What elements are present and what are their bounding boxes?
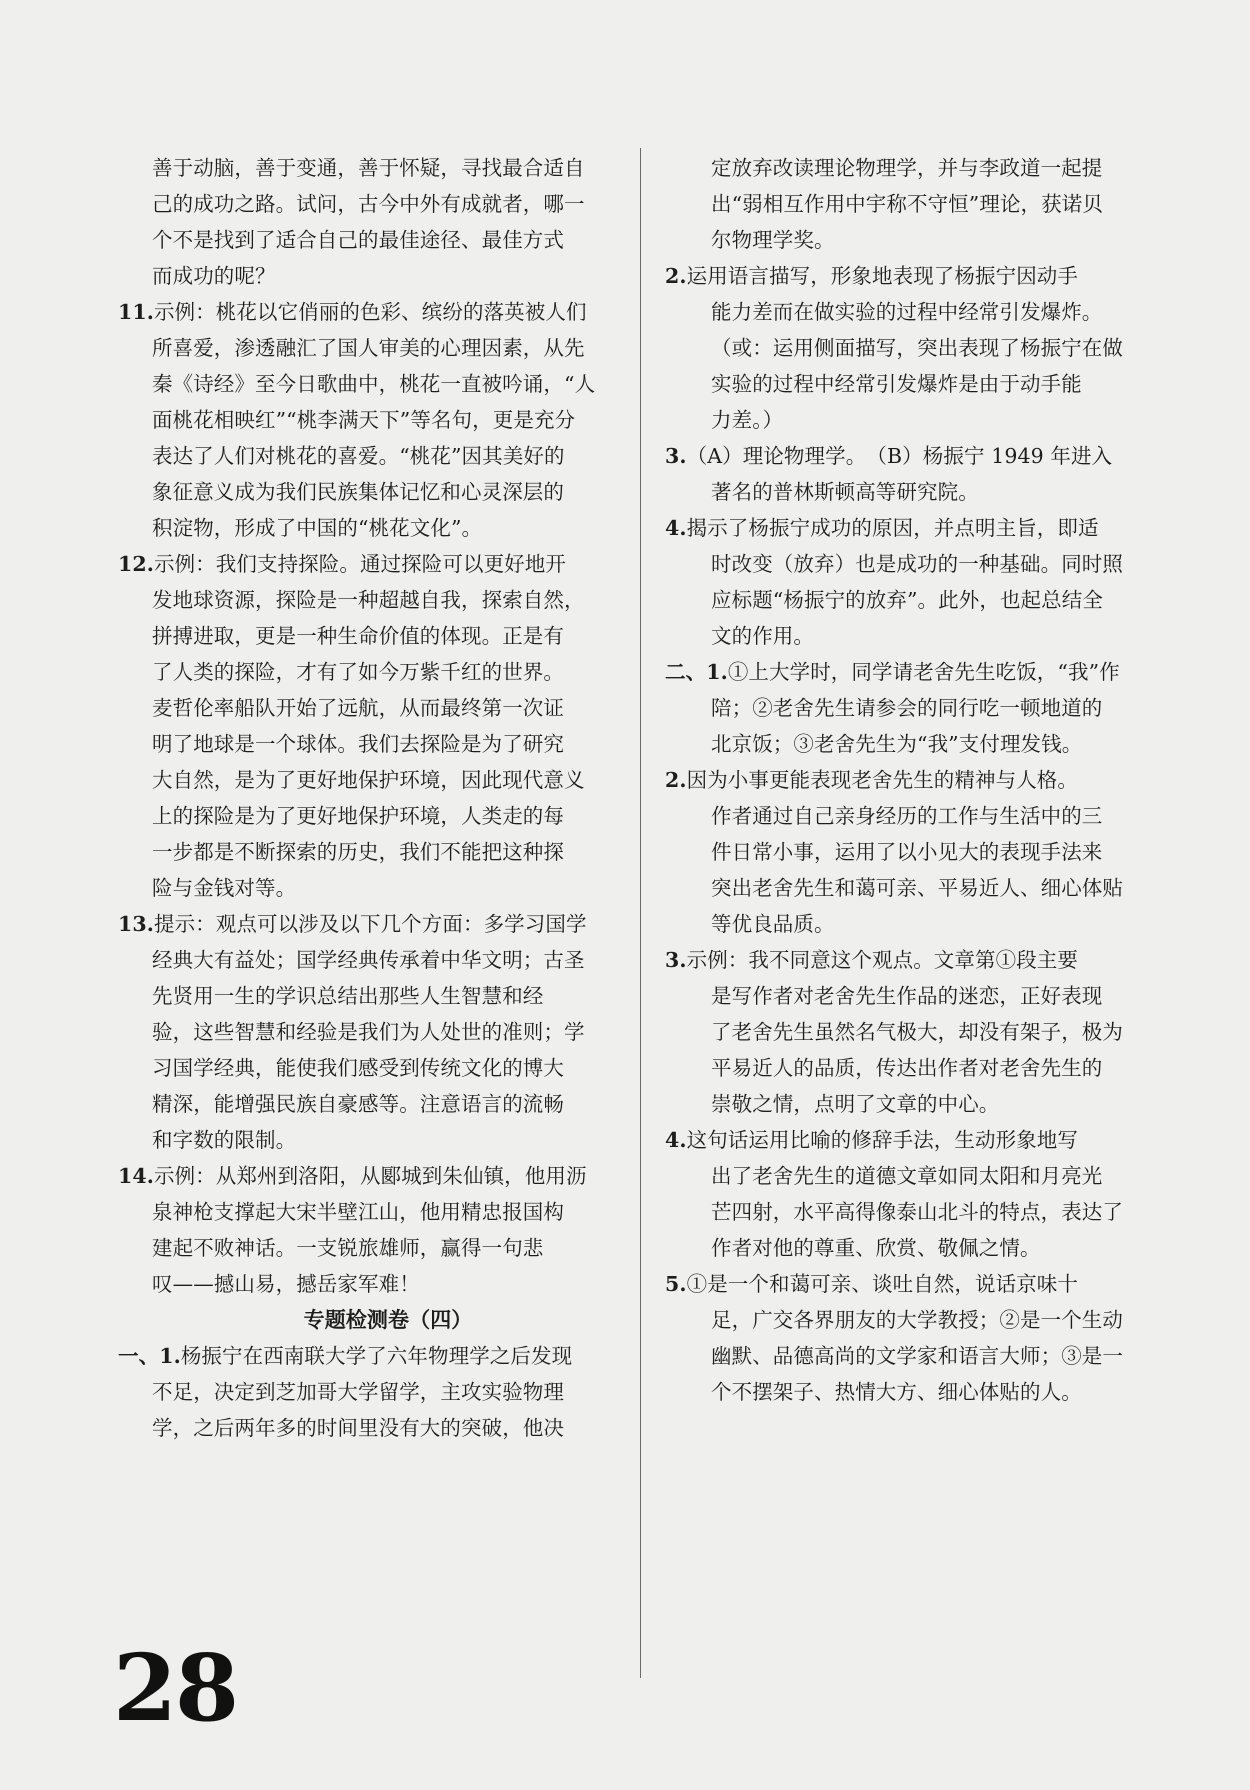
answer-line <box>118 510 618 546</box>
answer-text: 一步都是不断探索的历史，我们不能把这种探 <box>152 840 564 864</box>
right-column <box>665 150 1165 1410</box>
section-title <box>118 1302 618 1338</box>
answer-text: 己的成功之路。试问，古今中外有成就者，哪一 <box>152 192 585 216</box>
question-number: 3. <box>665 948 687 972</box>
answer-text: 这句话运用比喻的修辞手法，生动形象地写 <box>686 1128 1079 1152</box>
answer-line <box>118 690 618 726</box>
answer-text: （A）理论物理学。 （B）杨振宁 1949 年进入 <box>686 444 1113 468</box>
answer-line <box>665 222 1165 258</box>
answer-line <box>665 906 1165 942</box>
answer-text: 所喜爱，渗透融汇了国人审美的心理因素，从先 <box>152 336 585 360</box>
answer-text: 力差。） <box>711 408 784 432</box>
answer-line <box>665 1338 1165 1374</box>
answer-text: 示例：我们支持探险。通过探险可以更好地开 <box>153 552 566 576</box>
question-number: 4. <box>665 516 687 540</box>
answer-line <box>665 186 1165 222</box>
answer-line <box>665 1266 1165 1302</box>
question-number: 二、1. <box>665 660 728 684</box>
answer-text: 时改变（放弃）也是成功的一种基础。同时照 <box>711 552 1123 576</box>
answer-line <box>118 1410 618 1446</box>
answer-line <box>665 978 1165 1014</box>
question-number: 3. <box>665 444 687 468</box>
answer-text: 示例：桃花以它俏丽的色彩、缤纷的落英被人们 <box>153 300 587 324</box>
answer-text: 示例：我不同意这个观点。文章第①段主要 <box>686 948 1079 972</box>
answer-line <box>118 474 618 510</box>
answer-line <box>665 294 1165 330</box>
answer-text: 芒四射，水平高得像泰山北斗的特点，表达了 <box>711 1200 1123 1224</box>
answer-line <box>665 546 1165 582</box>
column-divider <box>640 148 641 1678</box>
answer-line <box>665 618 1165 654</box>
answer-line <box>118 186 618 222</box>
answer-line <box>665 1194 1165 1230</box>
answer-line <box>665 474 1165 510</box>
question-number: 5. <box>665 1272 687 1296</box>
answer-line <box>665 654 1165 690</box>
answer-line <box>118 906 618 942</box>
answer-text: 先贤用一生的学识总结出那些人生智慧和经 <box>152 984 544 1008</box>
answer-line <box>665 438 1165 474</box>
answer-text: 发地球资源，探险是一种超越自我，探索自然， <box>152 588 585 612</box>
answer-line <box>118 798 618 834</box>
answer-line <box>118 582 618 618</box>
answer-line <box>665 1050 1165 1086</box>
answer-line <box>118 726 618 762</box>
answer-text: ①是一个和蔼可亲、谈吐自然，说话京味十 <box>686 1272 1079 1296</box>
question-number: 2. <box>665 768 687 792</box>
answer-text: 泉神枪支撑起大宋半壁江山，他用精忠报国构 <box>152 1200 564 1224</box>
answer-text: 北京饭；③老舍先生为“我”支付理发钱。 <box>711 732 1083 756</box>
answer-line <box>665 366 1165 402</box>
answer-text: 险与金钱对等。 <box>152 876 297 900</box>
answer-line <box>118 1050 618 1086</box>
answer-line <box>118 1122 618 1158</box>
answer-text: 秦《诗经》至今日歌曲中，桃花一直被吟诵，“人 <box>152 372 596 396</box>
answer-line <box>118 330 618 366</box>
answer-text: 象征意义成为我们民族集体记忆和心灵深层的 <box>152 480 564 504</box>
page-number: 28 <box>113 1634 238 1742</box>
answer-text: 大自然，是为了更好地保护环境，因此现代意义 <box>152 768 585 792</box>
left-column <box>118 150 618 1446</box>
answer-text: 个不是找到了适合自己的最佳途径、最佳方式 <box>152 228 564 252</box>
answer-line <box>118 762 618 798</box>
answer-text: 和字数的限制。 <box>152 1128 297 1152</box>
answer-line <box>118 1338 618 1374</box>
answer-text: 著名的普林斯顿高等研究院。 <box>711 480 979 504</box>
answer-line <box>665 582 1165 618</box>
answer-text: 面桃花相映红”“桃李满天下”等名句，更是充分 <box>152 408 576 432</box>
answer-line <box>665 1122 1165 1158</box>
answer-text: 揭示了杨振宁成功的原因，并点明主旨，即适 <box>686 516 1099 540</box>
answer-line <box>118 618 618 654</box>
answer-line <box>118 1014 618 1050</box>
answer-text: 不足，决定到芝加哥大学留学，主攻实验物理 <box>152 1380 564 1404</box>
answer-text: 示例：从郑州到洛阳，从郾城到朱仙镇，他用沥 <box>153 1164 587 1188</box>
answer-text: 应标题“杨振宁的放弃”。此外，也起总结全 <box>711 588 1103 612</box>
answer-text: 个不摆架子、热情大方、细心体贴的人。 <box>711 1380 1082 1404</box>
question-number: 12. <box>118 552 154 576</box>
answer-line <box>665 690 1165 726</box>
answer-text: 陪；②老舍先生请参会的同行吃一顿地道的 <box>711 696 1103 720</box>
answer-text: 作者通过自己亲身经历的工作与生活中的三 <box>711 804 1103 828</box>
answer-line <box>118 150 618 186</box>
answer-line <box>665 1230 1165 1266</box>
answer-text: 件日常小事，运用了以小见大的表现手法来 <box>711 840 1103 864</box>
answer-line <box>118 294 618 330</box>
question-number: 2. <box>665 264 687 288</box>
answer-line <box>665 834 1165 870</box>
answer-line <box>665 726 1165 762</box>
question-number: 14. <box>118 1164 154 1188</box>
answer-text: 杨振宁在西南联大学了六年物理学之后发现 <box>180 1344 573 1368</box>
answer-text: 出“弱相互作用中宇称不守恒”理论，获诺贝 <box>711 192 1103 216</box>
answer-line <box>118 1374 618 1410</box>
answer-text: 因为小事更能表现老舍先生的精神与人格。 <box>686 768 1079 792</box>
answer-line <box>118 258 618 294</box>
answer-line <box>118 1086 618 1122</box>
answer-line <box>118 366 618 402</box>
answer-line <box>118 546 618 582</box>
answer-text: 精深，能增强民族自豪感等。注意语言的流畅 <box>152 1092 564 1116</box>
answer-text: 突出老舍先生和蔼可亲、平易近人、细心体贴 <box>711 876 1123 900</box>
answer-line <box>118 1158 618 1194</box>
answer-text: 拼搏进取，更是一种生命价值的体现。正是有 <box>152 624 564 648</box>
answer-text: 提示：观点可以涉及以下几个方面：多学习国学 <box>153 912 587 936</box>
answer-line <box>118 1194 618 1230</box>
answer-text: 运用语言描写，形象地表现了杨振宁因动手 <box>686 264 1079 288</box>
answer-text: 等优良品质。 <box>711 912 835 936</box>
answer-text: 表达了人们对桃花的喜爱。“桃花”因其美好的 <box>152 444 565 468</box>
answer-text: 善于动脑，善于变通，善于怀疑，寻找最合适自 <box>152 156 585 180</box>
answer-text: 经典大有益处；国学经典传承着中华文明；古圣 <box>152 948 585 972</box>
answer-line <box>118 654 618 690</box>
answer-text: 崇敬之情，点明了文章的中心。 <box>711 1092 1000 1116</box>
answer-line <box>118 942 618 978</box>
answer-line <box>665 1302 1165 1338</box>
answer-line <box>118 438 618 474</box>
answer-line <box>665 798 1165 834</box>
answer-text: 平易近人的品质，传达出作者对老舍先生的 <box>711 1056 1103 1080</box>
answer-line <box>118 870 618 906</box>
answer-line <box>665 1014 1165 1050</box>
answer-line <box>118 402 618 438</box>
answer-line <box>665 762 1165 798</box>
answer-text: 出了老舍先生的道德文章如同太阳和月亮光 <box>711 1164 1103 1188</box>
answer-text: 了人类的探险，才有了如今万紫千红的世界。 <box>152 660 564 684</box>
answer-text: （或：运用侧面描写，突出表现了杨振宁在做 <box>711 336 1123 360</box>
answer-line <box>665 402 1165 438</box>
answer-text: 了老舍先生虽然名气极大，却没有架子，极为 <box>711 1020 1123 1044</box>
answer-text: 建起不败神话。一支锐旅雄师，赢得一句悲 <box>152 1236 544 1260</box>
answer-line <box>665 258 1165 294</box>
answer-line <box>665 150 1165 186</box>
answer-text: 上的探险是为了更好地保护环境，人类走的每 <box>152 804 564 828</box>
answer-line <box>118 834 618 870</box>
answer-line <box>665 510 1165 546</box>
question-number: 4. <box>665 1128 687 1152</box>
answer-text: 定放弃改读理论物理学，并与李政道一起提 <box>711 156 1103 180</box>
answer-text: 尔物理学奖。 <box>711 228 835 252</box>
answer-text: ①上大学时，同学请老舍先生吃饭，“我”作 <box>727 660 1120 684</box>
answer-text: 验，这些智慧和经验是我们为人处世的准则；学 <box>152 1020 585 1044</box>
question-number: 一、1. <box>118 1344 181 1368</box>
answer-line <box>665 1086 1165 1122</box>
answer-text: 叹——撼山易，撼岳家军难！ <box>152 1272 420 1296</box>
answer-text: 作者对他的尊重、欣赏、敬佩之情。 <box>711 1236 1041 1260</box>
answer-text: 习国学经典，能使我们感受到传统文化的博大 <box>152 1056 564 1080</box>
answer-text: 专题检测卷（四） <box>303 1307 473 1332</box>
question-number: 13. <box>118 912 154 936</box>
answer-text: 是写作者对老舍先生作品的迷恋，正好表现 <box>711 984 1103 1008</box>
answer-text: 足，广交各界朋友的大学教授；②是一个生动 <box>711 1308 1123 1332</box>
answer-line <box>665 942 1165 978</box>
answer-text: 积淀物，形成了中国的“桃花文化”。 <box>152 516 483 540</box>
answer-line <box>118 1266 618 1302</box>
answer-line <box>665 1158 1165 1194</box>
answer-line <box>665 870 1165 906</box>
answer-line <box>118 1230 618 1266</box>
answer-line <box>665 1374 1165 1410</box>
answer-text: 幽默、品德高尚的文学家和语言大师；③是一 <box>711 1344 1123 1368</box>
answer-text: 明了地球是一个球体。我们去探险是为了研究 <box>152 732 564 756</box>
answer-text: 麦哲伦率船队开始了远航，从而最终第一次证 <box>152 696 564 720</box>
answer-text: 文的作用。 <box>711 624 814 648</box>
question-number: 11. <box>118 300 154 324</box>
answer-text: 而成功的呢？ <box>152 264 276 288</box>
answer-line <box>118 222 618 258</box>
answer-line <box>118 978 618 1014</box>
answer-text: 学，之后两年多的时间里没有大的突破，他决 <box>152 1416 564 1440</box>
answer-line <box>665 330 1165 366</box>
answer-text: 能力差而在做实验的过程中经常引发爆炸。 <box>711 300 1103 324</box>
answer-text: 实验的过程中经常引发爆炸是由于动手能 <box>711 372 1082 396</box>
